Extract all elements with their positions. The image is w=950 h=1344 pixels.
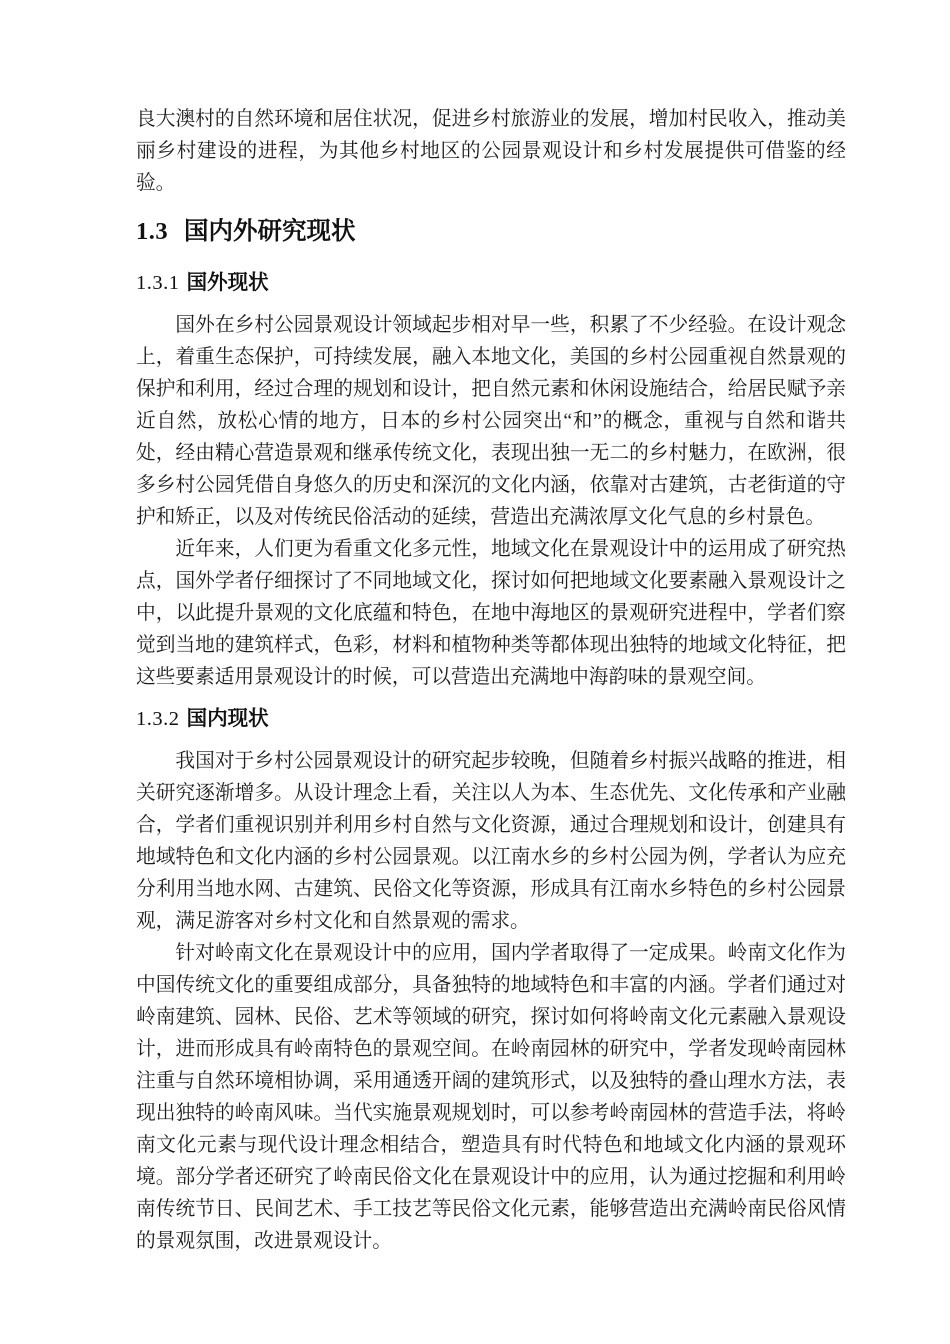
paragraph-foreign-2: 近年来，人们更为看重文化多元性，地域文化在景观设计中的运用成了研究热点，国外学者仔细探讨了不同地域文化，探讨如何把地域文化要素融入景观设计之中，以此提升景观的文化底蕴和特色，在地中海地区的景观研究进程中，学者们察觉到当地的建筑样式，色彩，材料和植物种类等都体现出独特的地域文化特征，把这些要素适用景观设计的时候，可以营造出充满地中海韵味的景观空间。 xyxy=(136,538,846,688)
section-heading xyxy=(136,217,846,247)
intro-paragraph: 良大澳村的自然环境和居住状况，促进乡村旅游业的发展，增加村民收入，推动美丽乡村建设的进程，为其他乡村地区的公园景观设计和乡村发展提供可借鉴的经验。 xyxy=(136,108,846,194)
subsection-1-number: 1.3.1 xyxy=(136,272,180,294)
paragraph-domestic-2: 针对岭南文化在景观设计中的应用，国内学者取得了一定成果。岭南文化作为中国传统文化的重要组成部分，具备独特的地域特色和丰富的内涵。学者们通过对岭南建筑、园林、民俗、艺术等领域的研究，探讨如何将岭南文化元素融入景观设计，进而形成具有岭南特色的景观空间。在岭南园林的研究中，学者发现岭南园林注重与自然环境相协调，采用通透开阔的建筑形式，以及独特的叠山理水方法，表现出独特的岭南风味。当代实施景观规划时，可以参考岭南园林的营造手法，将岭南文化元素与现代设计理念相结合，塑造具有时代特色和地域文化内涵的景观环境。部分学者还研究了岭南民俗文化在景观设计中的应用，认为通过挖掘和利用岭南传统节日、民间艺术、手工技艺等民俗文化元素，能够营造出充满岭南民俗风情的景观氛围，改进景观设计。 xyxy=(136,942,846,1252)
subsection-2-title: 国内现状 xyxy=(186,707,269,730)
paragraph-foreign-1: 国外在乡村公园景观设计领域起步相对早一些，积累了不少经验。在设计观念上，着重生态保护，可持续发展，融入本地文化，美国的乡村公园重视自然景观的保护和利用，经过合理的规划和设计，把自然元素和休闲设施结合，给居民赋予亲近自然，放松心情的地方，日本的乡村公园突出“和”的概念，重视与自然和谐共处，经由精心营造景观和继承传统文化，表现出独一无二的乡村魅力，在欧洲，很多乡村公园凭借自身悠久的历史和深沉的文化内涵，依靠对古建筑，古老街道的守护和矫正，以及对传统民俗活动的延续，营造出充满浓厚文化气息的乡村景色。 xyxy=(136,314,846,528)
section-title: 国内外研究现状 xyxy=(184,218,356,245)
subsection-2-number: 1.3.2 xyxy=(136,708,180,730)
section-number: 1.3 xyxy=(136,218,169,245)
subsection-heading-foreign xyxy=(136,269,846,297)
subsection-1-title: 国外现状 xyxy=(186,271,269,294)
subsection-heading-domestic xyxy=(136,705,846,733)
paragraph-domestic-1: 我国对于乡村公园景观设计的研究起步较晚，但随着乡村振兴战略的推进，相关研究逐渐增多。从设计理念上看，关注以人为本、生态优先、文化传承和产业融合，学者们重视识别并利用乡村自然与文化资源，通过合理规划和设计，创建具有地域特色和文化内涵的乡村公园景观。以江南水乡的乡村公园为例，学者认为应充分利用当地水网、古建筑、民俗文化等资源，形成具有江南水乡特色的乡村公园景观，满足游客对乡村文化和自然景观的需求。 xyxy=(136,750,846,932)
